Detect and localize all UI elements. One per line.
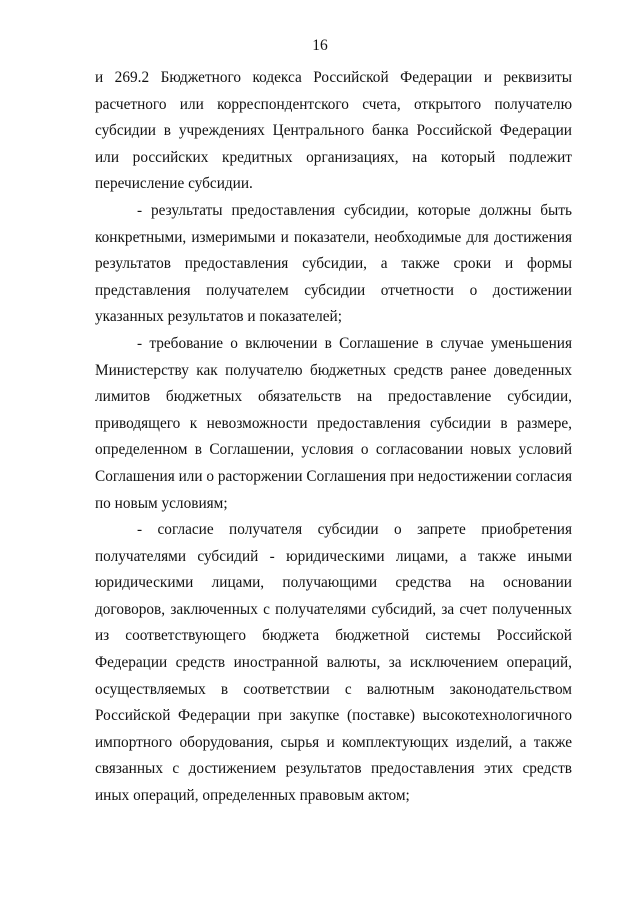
paragraph-agreement-requirement: - требование о включении в Соглашение в случае уменьшения Министерству как получателю бюджетных средств ранее доведенных лимитов бюджетных обязательств на предоставление субсидии, приводящего к невозможности предоставления субсидии в размере, определенном в Соглашении, условия о согласовании новых условий Соглашения или о расторжении Соглашения при недостижении согласия по новым условиям; (95, 334, 572, 512)
paragraph-continuation: и 269.2 Бюджетного кодекса Российской Федерации и реквизиты расчетного или корреспондентского счета, открытого получателю субсидии в учреждениях Центрального банка Российской Федерации или российских кредитных организациях, на который подлежит перечисление субсидии. (95, 69, 572, 193)
body-text (95, 65, 572, 810)
paragraph-currency-consent: - согласие получателя субсидии о запрете приобретения получателями субсидий - юридическими лицами, а также иными юридическими лицами, получающими средства на основании договоров, заключенных с получателями субсидий, за счет полученных из соответствующего бюджета бюджетной системы Российской Федерации средств иностранной валюты, за исключением операций, осуществляемых в соответствии с валютным законодательством Российской Федерации при закупке (поставке) высокотехнологичного импортного оборудования, сырья и комплектующих изделий, а также связанных с достижением результатов предоставления этих средств иных операций, определенных правовым актом; (95, 521, 572, 805)
paragraph-results: - результаты предоставления субсидии, которые должны быть конкретными, измеримыми и показатели, необходимые для достижения результатов предоставления субсидии, а также сроки и формы представления получателем субсидии отчетности о достижении указанных результатов и показателей; (95, 201, 572, 326)
page-number: 16 (312, 37, 328, 54)
